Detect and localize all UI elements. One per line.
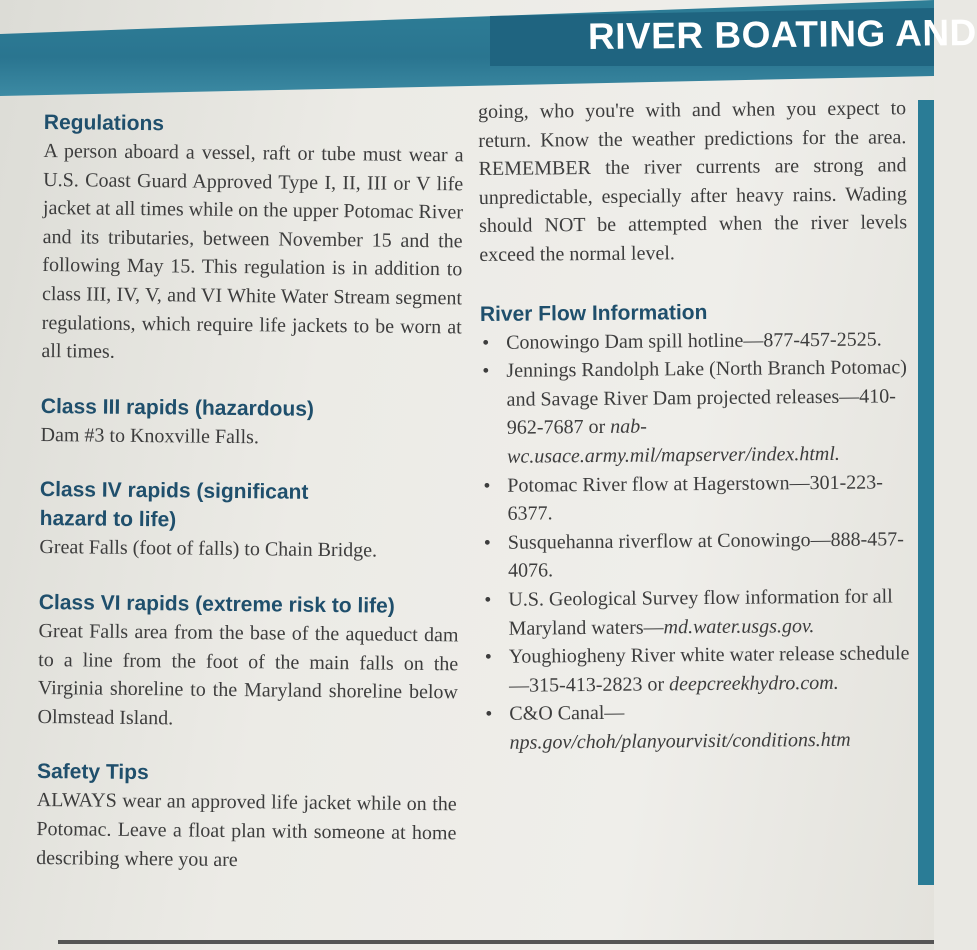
flow-item-link[interactable]: nps.gov/choh/planyourvisit/conditions.htm	[509, 728, 851, 754]
flow-item-text: U.S. Geological Survey flow information for all Maryland waters—	[508, 585, 893, 640]
safety-body: ALWAYS wear an approved life jacket while on the Potomac. Leave a float plan with someone at home describing where you are	[36, 789, 457, 871]
flow-item-text: Jennings Randolph Lake (North Branch Potomac) and Savage River Dam projected releases—410-962-7687 or	[506, 356, 907, 440]
safety-continued-body: going, who you're with and when you expect to return. Know the weather predictions for the area. REMEMBER the river currents are strong and unpredictable, especially after heavy rains. Wading should NOT be attempted when the river levels exceed the normal level.	[478, 97, 908, 266]
flow-item-text: C&O Canal—	[509, 702, 625, 726]
bullet-icon: •	[483, 531, 491, 554]
bottom-rule	[58, 940, 934, 944]
list-item	[483, 697, 911, 758]
list-item	[480, 353, 909, 471]
flow-item-link[interactable]: nab-wc.usace.army.mil/mapserver/index.html.	[507, 415, 840, 468]
safety-continued-section	[478, 94, 907, 269]
flow-heading: River Flow Information	[479, 300, 708, 326]
bullet-icon: •	[482, 331, 490, 354]
bullet-icon: •	[484, 588, 492, 611]
list-item	[481, 468, 909, 529]
left-column	[36, 108, 464, 902]
bullet-icon: •	[483, 474, 491, 497]
regulations-body: A person aboard a vessel, raft or tube must wear a U.S. Coast Guard Approved Type I, II, III or V life jacket at all times while on the upper Potomac River and its tributaries, between November 15 and the following May 15. This regulation is in addition to class III, IV, V, and VI White Water Stream segment regulations, which require life jackets to be worn at all times.	[41, 139, 464, 363]
flow-item-text: Susquehanna riverflow at Conowingo—888-457-4076.	[507, 528, 905, 583]
bullet-icon: •	[485, 703, 493, 726]
header-title: RIVER BOATING AND	[587, 11, 977, 58]
list-item	[483, 639, 911, 700]
regulations-heading: Regulations	[43, 110, 165, 136]
list-item	[480, 325, 908, 357]
flow-item-text: Conowingo Dam spill hotline—877-457-2525.	[506, 328, 882, 354]
safety-heading: Safety Tips	[36, 760, 149, 785]
right-column	[478, 94, 912, 783]
class3-body: Dam #3 to Knoxville Falls.	[40, 423, 260, 449]
class4-heading: Class IV rapids (significant hazard to life)	[39, 478, 309, 532]
class4-body: Great Falls (foot of falls) to Chain Bridge.	[39, 536, 378, 562]
flow-list	[480, 325, 912, 758]
flow-item-link[interactable]: md.water.usgs.gov.	[663, 614, 815, 638]
class6-heading: Class VI rapids (extreme risk to life)	[38, 590, 395, 618]
bullet-icon: •	[482, 360, 490, 383]
class3-heading: Class III rapids (hazardous)	[40, 394, 315, 421]
class4-section	[39, 475, 460, 566]
flow-section	[480, 296, 912, 758]
flow-item-link[interactable]: deepcreekhydro.com.	[669, 671, 839, 696]
list-item	[482, 525, 910, 586]
flow-item-text: Potomac River flow at Hagerstown—301-223-6377.	[507, 471, 883, 525]
list-item	[482, 582, 910, 643]
flow-item-text: Youghiogheny River white water release schedule—315-413-2823 or	[508, 642, 910, 697]
regulations-section	[41, 108, 464, 370]
safety-section	[36, 757, 457, 876]
right-edge-strip	[918, 100, 934, 885]
bullet-icon: •	[484, 645, 492, 669]
class6-section	[37, 588, 458, 736]
class6-body: Great Falls area from the base of the aqueduct dam to a line from the foot of the main falls on the Virginia shoreline to the Maryland shoreline below Olmstead Island.	[37, 619, 459, 730]
class3-section	[40, 392, 461, 454]
